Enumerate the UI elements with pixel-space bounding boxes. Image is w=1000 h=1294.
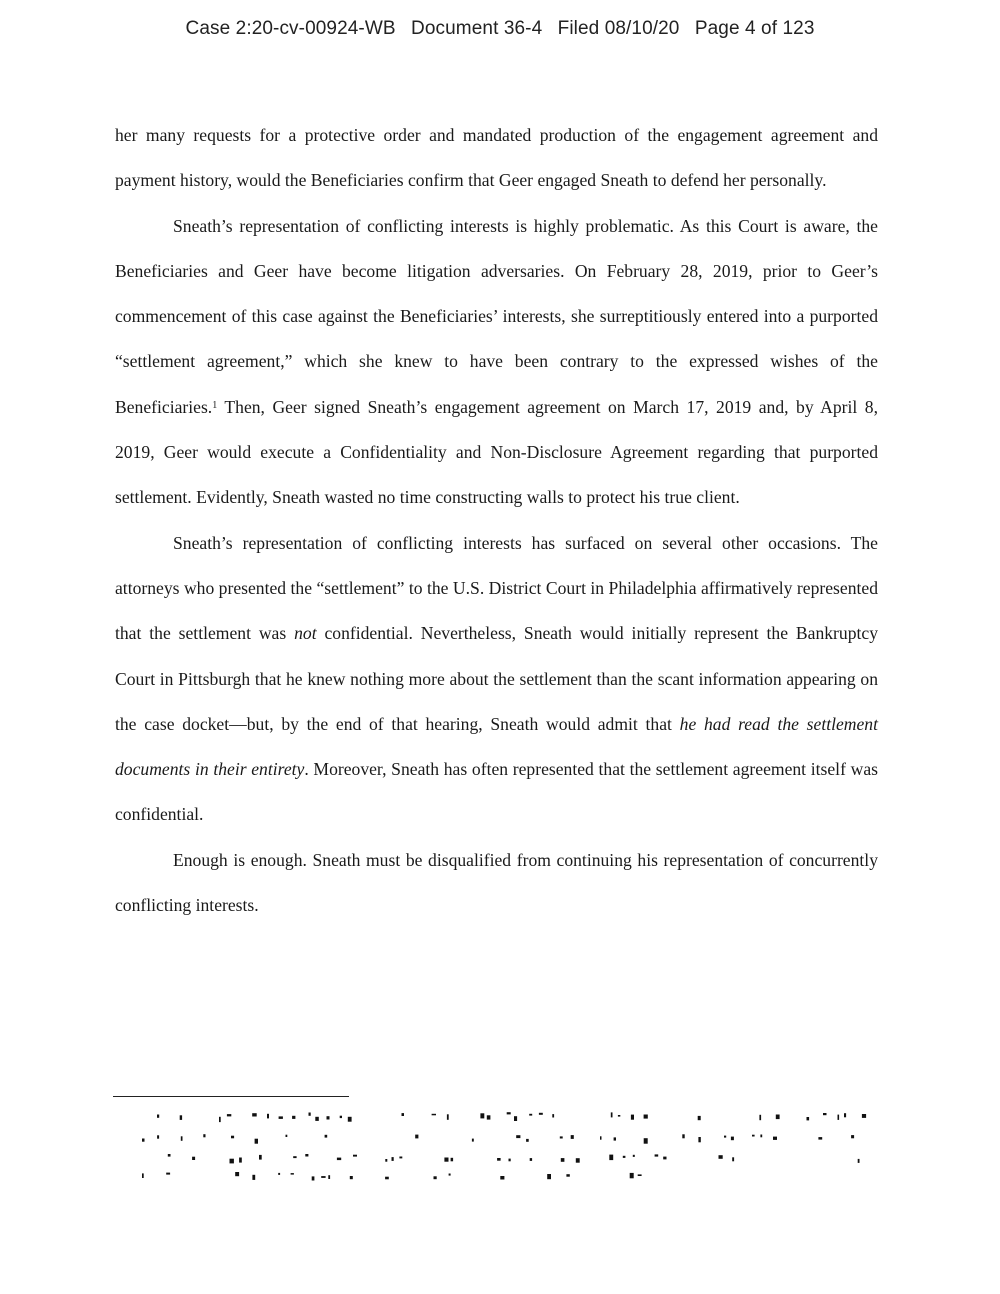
redaction-speck (166, 1173, 170, 1175)
paragraph-text: . Moreover, Sneath has often represented that the settlement agreement itself was confidential. (115, 759, 878, 825)
redaction-speck (773, 1137, 777, 1140)
redaction-speck (539, 1113, 543, 1115)
redaction-speck (279, 1116, 283, 1119)
redaction-speck (321, 1176, 325, 1178)
redaction-speck (719, 1155, 723, 1159)
redaction-speck (180, 1115, 182, 1120)
redaction-speck (644, 1138, 648, 1144)
redacted-footnote-marks (140, 1106, 880, 1186)
redaction-speck (252, 1113, 257, 1116)
redaction-speck (230, 1159, 234, 1164)
page-number: Page 4 of 123 (694, 18, 815, 39)
redaction-speck (862, 1114, 866, 1118)
paragraph-text: her many requests for a protective order and mandated production of the engagement agreement and payment history, would the Beneficiaries confirm that Geer engaged Sneath to defend her personally. (115, 125, 878, 191)
paragraph-text: confidential. Nevertheless, Sneath would initially represent the Bankruptcy Court in Pittsburgh that he knew nothing more about the settlement than the scant information appearing on the case docket—but, by the end of that hearing, Sneath would admit that (115, 623, 878, 734)
redaction-speck (157, 1135, 159, 1138)
redaction-speck (293, 1156, 296, 1158)
emphasized-text: he had read the settlement documents in their entirety (115, 713, 878, 780)
redaction-speck (286, 1135, 288, 1137)
redaction-speck (844, 1113, 846, 1117)
redaction-speck (444, 1158, 448, 1162)
document-number: Document 36-4 (411, 18, 543, 39)
redaction-speck (851, 1135, 854, 1138)
body-paragraph (115, 521, 878, 838)
redaction-speck (682, 1134, 684, 1138)
redaction-speck (724, 1136, 726, 1138)
redaction-speck (516, 1135, 520, 1138)
filed-date: Filed 08/10/20 (557, 18, 680, 39)
redaction-speck (732, 1157, 734, 1161)
redaction-speck (472, 1139, 474, 1142)
redaction-speck (631, 1115, 634, 1120)
redaction-speck (760, 1135, 762, 1138)
footnote-reference: 1 (212, 399, 218, 411)
paragraph-text: Enough is enough. Sneath must be disqualified from continuing his representation of concurrently conflicting interests. (115, 849, 878, 916)
redaction-speck (432, 1114, 436, 1116)
redaction-speck (600, 1136, 602, 1139)
redaction-speck (315, 1117, 319, 1121)
redaction-speck (560, 1136, 563, 1138)
redaction-speck (638, 1174, 642, 1176)
redaction-speck (561, 1158, 565, 1162)
redaction-speck (434, 1176, 437, 1179)
redaction-speck (350, 1176, 353, 1179)
redaction-speck (623, 1156, 626, 1158)
redaction-speck (807, 1117, 810, 1120)
emphasized-text: not (294, 623, 317, 644)
redaction-speck (348, 1117, 352, 1122)
redaction-speck (353, 1155, 357, 1157)
redaction-speck (530, 1158, 532, 1161)
redaction-speck (818, 1137, 822, 1140)
redaction-speck (252, 1175, 255, 1180)
redaction-speck (385, 1177, 389, 1180)
redaction-speck (497, 1158, 501, 1161)
redaction-speck (231, 1136, 234, 1139)
redaction-speck (219, 1117, 221, 1122)
body-paragraph (115, 113, 878, 204)
redaction-speck (227, 1114, 231, 1116)
redaction-speck (731, 1137, 734, 1141)
redaction-speck (309, 1113, 311, 1116)
redaction-speck (823, 1113, 827, 1115)
redaction-speck (609, 1155, 613, 1161)
redaction-speck (142, 1139, 145, 1142)
redaction-speck (759, 1115, 761, 1120)
redaction-speck (552, 1114, 554, 1117)
redaction-speck (328, 1175, 330, 1179)
body-paragraph (115, 838, 878, 929)
redaction-speck (291, 1173, 294, 1175)
redaction-speck (267, 1114, 269, 1119)
redaction-speck (480, 1113, 484, 1118)
redaction-speck (526, 1139, 529, 1142)
redaction-speck (278, 1173, 280, 1175)
redaction-speck (514, 1116, 517, 1121)
redaction-speck (292, 1116, 295, 1119)
redaction-speck (340, 1116, 342, 1118)
redaction-speck (235, 1172, 239, 1176)
redaction-speck (529, 1114, 532, 1116)
redaction-speck (181, 1136, 183, 1141)
redaction-speck (663, 1157, 666, 1160)
redaction-speck (168, 1154, 171, 1157)
redaction-speck (698, 1116, 701, 1120)
redaction-speck (571, 1135, 574, 1139)
redaction-speck (157, 1115, 159, 1118)
redaction-speck (255, 1139, 258, 1144)
redaction-speck (399, 1157, 402, 1159)
redaction-speck (402, 1113, 405, 1116)
paragraph-text: Sneath’s representation of conflicting interests has surfaced on several other occasions. The attorneys who presented the “settlement” to the U.S. District Court in Philadelphia affirmatively represented that the settlement was (115, 532, 878, 644)
redaction-speck (327, 1116, 330, 1119)
redaction-speck (566, 1174, 569, 1177)
redaction-speck (312, 1176, 315, 1180)
body-paragraph (115, 204, 878, 521)
redaction-speck (547, 1174, 551, 1179)
redaction-speck (192, 1157, 195, 1160)
redacted-footnote (140, 1106, 880, 1186)
redaction-speck (447, 1114, 449, 1120)
redaction-speck (611, 1112, 613, 1117)
case-number: Case 2:20-cv-00924-WB (185, 18, 396, 39)
document-body (115, 113, 878, 928)
redaction-speck (752, 1135, 755, 1137)
redaction-speck (392, 1157, 394, 1161)
redaction-speck (509, 1159, 511, 1162)
redaction-speck (507, 1112, 511, 1114)
redaction-speck (858, 1159, 860, 1163)
redaction-speck (576, 1158, 580, 1163)
redaction-speck (415, 1135, 418, 1139)
redaction-speck (203, 1134, 205, 1137)
redaction-speck (325, 1135, 328, 1138)
footnote-divider (113, 1096, 349, 1097)
redaction-speck (500, 1176, 504, 1180)
redaction-speck (305, 1154, 308, 1157)
redaction-speck (239, 1158, 242, 1163)
redaction-speck (776, 1115, 780, 1120)
redaction-speck (618, 1115, 620, 1117)
redaction-speck (633, 1155, 635, 1157)
redaction-speck (698, 1137, 700, 1142)
redaction-speck (614, 1137, 616, 1140)
redaction-speck (259, 1155, 262, 1160)
redaction-speck (838, 1115, 840, 1120)
redaction-speck (385, 1159, 387, 1162)
case-header (0, 18, 1000, 40)
redaction-speck (487, 1115, 491, 1119)
redaction-speck (449, 1174, 451, 1176)
paragraph-text: Sneath’s representation of conflicting interests is highly problematic. As this Court is aware, the Beneficiaries and Geer have become litigation adversaries. On February 28, 2019, prior to Geer’s commencement of this case against the Beneficiaries’ interests, she surreptitiously entered into a purported “settlement agreement,” which she knew to have been contrary to the expressed wishes of the Beneficiaries. (115, 215, 878, 417)
redaction-speck (451, 1158, 454, 1162)
paragraph-text: Then, Geer signed Sneath’s engagement agreement on March 17, 2019 and, by April 8, 2019, Geer would execute a Confidentiality and Non-Disclosure Agreement regarding that purported settlement. Evidently, Sneath wasted no time constructing walls to protect his true client. (115, 396, 878, 508)
redaction-speck (337, 1158, 341, 1161)
redaction-speck (644, 1115, 648, 1119)
redaction-speck (630, 1173, 634, 1178)
redaction-speck (655, 1154, 659, 1156)
redaction-speck (142, 1173, 144, 1178)
